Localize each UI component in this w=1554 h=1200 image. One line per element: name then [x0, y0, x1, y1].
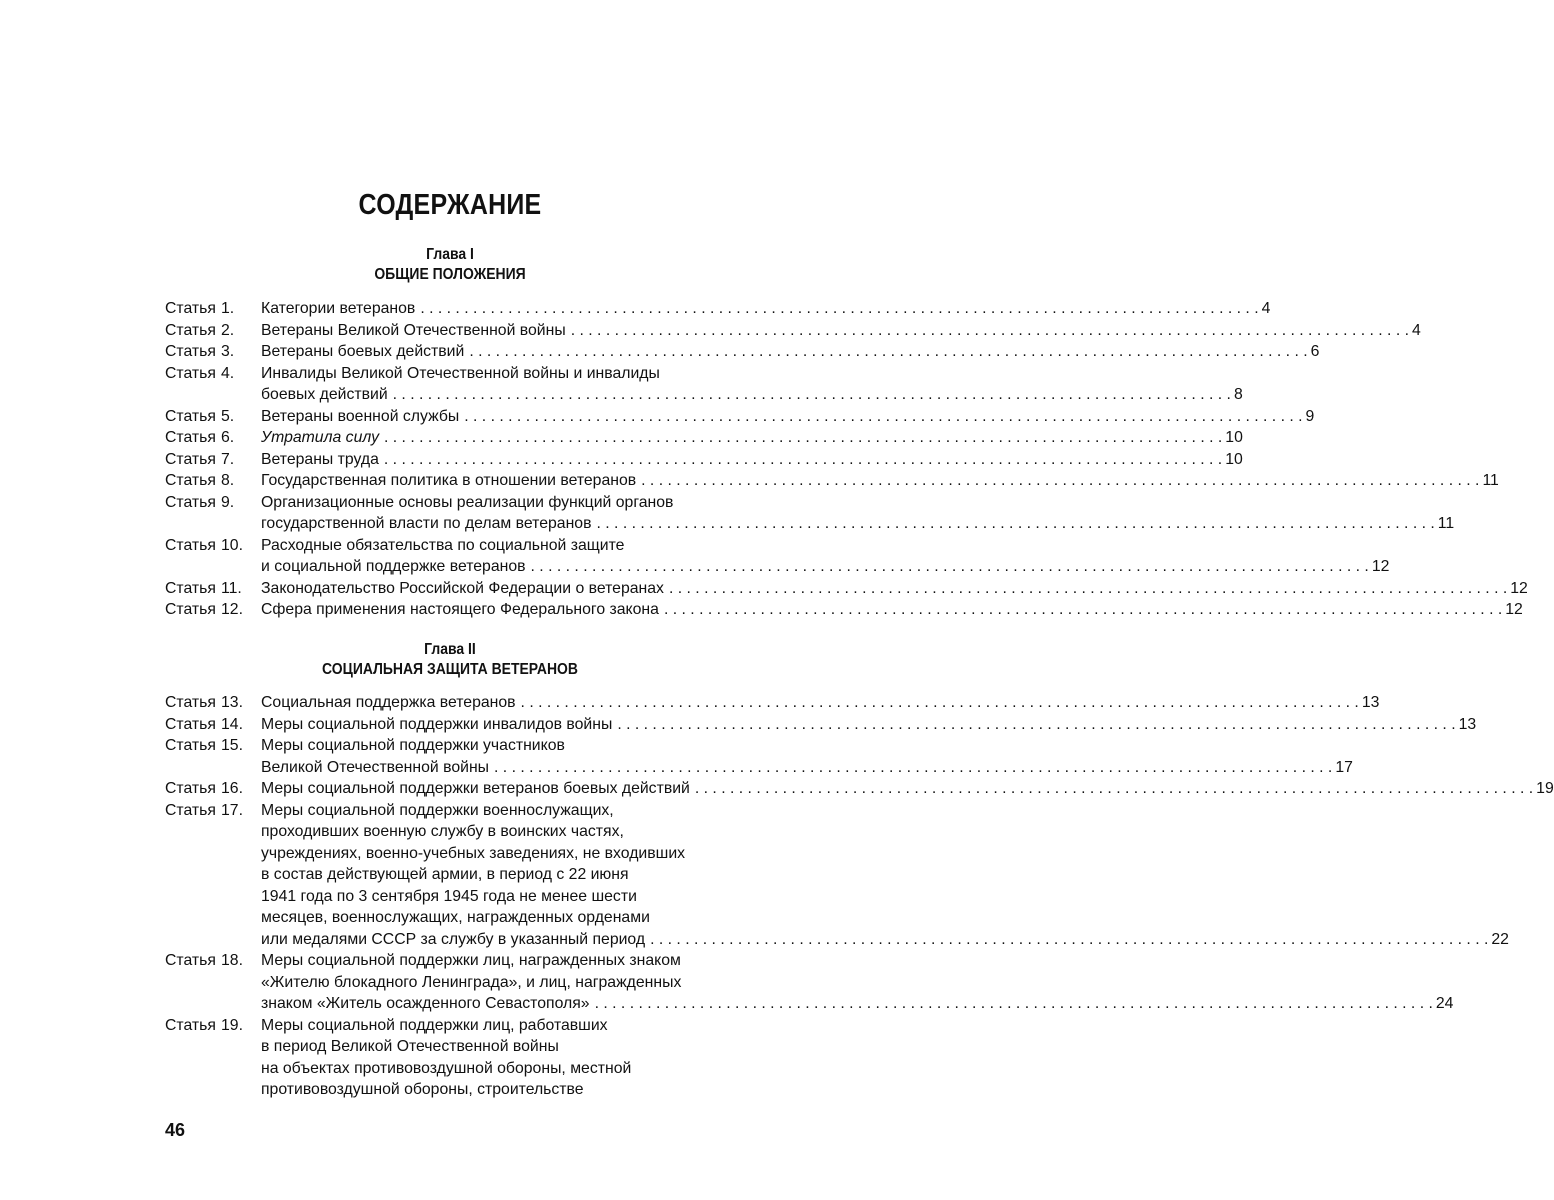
- article-word: Статья: [165, 737, 216, 754]
- article-word: Статья: [165, 343, 216, 360]
- article-title-text: Ветераны Великой Отечественной войны: [261, 321, 566, 339]
- toc-entry: [165, 427, 1243, 449]
- article-title-line: противовоздушной обороны, строительстве: [261, 1081, 584, 1098]
- toc-entry: [165, 298, 1271, 320]
- toc-entry: [165, 578, 1528, 600]
- page-ref: 12: [1505, 601, 1523, 618]
- article-title-line: месяцев, военнослужащих, награжденных орденами: [261, 909, 650, 926]
- dot-leader: [420, 298, 1258, 320]
- article-label: [165, 714, 261, 736]
- dot-leader: [521, 692, 1359, 714]
- article-title-line: Меры социальной поддержки лиц, награжденных знаком: [261, 952, 681, 969]
- dot-leader: [464, 406, 1302, 428]
- dot-leader: [595, 993, 1433, 1015]
- page-ref: 8: [1233, 386, 1243, 403]
- toc-entry: [165, 714, 1477, 736]
- article-title-last-line: [261, 406, 1314, 428]
- page-ref: 13: [1458, 715, 1477, 733]
- article-title-block: [261, 714, 1476, 736]
- dot-leader: [641, 470, 1479, 492]
- article-title-block: [261, 599, 1523, 621]
- article-number: 15.: [221, 737, 243, 754]
- dot-leader: [384, 449, 1222, 471]
- article-title-line: «Жителю блокадного Ленинграда», и лиц, награжденных: [261, 973, 682, 991]
- article-label: [165, 599, 261, 621]
- article-number: 4.: [221, 364, 235, 382]
- article-title-last-line: [261, 298, 1270, 320]
- article-title-line: Меры социальной поддержки военнослужащих,: [261, 801, 614, 819]
- toc-entry: [165, 492, 1455, 535]
- article-label: [165, 406, 261, 428]
- article-number: 17.: [221, 801, 243, 819]
- article-title-text: Ветераны военной службы: [261, 407, 460, 425]
- article-number: 12.: [221, 601, 243, 618]
- article-title-last-line: [261, 578, 1528, 600]
- article-title-block: [261, 449, 1243, 471]
- article-number: 1.: [221, 300, 235, 317]
- article-title-text: Сфера применения настоящего Федерального закона: [261, 601, 659, 618]
- toc-entry: [165, 470, 1499, 492]
- article-label: [165, 535, 261, 557]
- article-title-text: знаком «Житель осажденного Севастополя»: [261, 995, 590, 1012]
- article-title-last-line: [261, 320, 1421, 342]
- article-label: [165, 578, 261, 600]
- article-title-line: на объектах противовоздушной обороны, местной: [261, 1059, 632, 1077]
- article-title-text: Утратила силу: [261, 429, 379, 446]
- article-title-block: [261, 406, 1314, 428]
- article-word: Статья: [165, 321, 216, 339]
- article-title-line: Организационные основы реализации функций органов: [261, 493, 674, 511]
- article-title-text: Меры социальной поддержки ветеранов боевых действий: [261, 780, 690, 797]
- article-word: Статья: [165, 536, 216, 554]
- page-ref: 13: [1361, 694, 1380, 711]
- article-title-block: [261, 363, 1243, 406]
- article-number: 18.: [221, 952, 243, 969]
- page-ref: 6: [1310, 343, 1320, 360]
- toc-entry: [165, 363, 1243, 406]
- article-word: Статья: [165, 780, 216, 797]
- article-label: [165, 470, 261, 492]
- article-title-block: [261, 470, 1499, 492]
- toc-entry: [165, 341, 1320, 363]
- article-label: [165, 492, 261, 514]
- page-ref: 22: [1491, 930, 1509, 948]
- dot-leader: [596, 513, 1434, 535]
- article-number: 8.: [221, 472, 235, 489]
- article-word: Статья: [165, 715, 216, 733]
- chapter-1-number: Глава I: [426, 246, 474, 263]
- article-title-text: Государственная политика в отношении ветеранов: [261, 472, 637, 489]
- article-label: [165, 735, 261, 757]
- article-number: 3.: [221, 343, 235, 360]
- article-title-line: в состав действующей армии, в период с 22 июня: [261, 866, 629, 883]
- article-title-last-line: [261, 427, 1243, 449]
- article-word: Статья: [165, 579, 216, 597]
- article-title-line: Меры социальной поддержки участников: [261, 737, 565, 754]
- article-word: Статья: [165, 364, 216, 382]
- article-word: Статья: [165, 429, 216, 446]
- article-title-last-line: [261, 513, 1454, 535]
- article-title-line: Расходные обязательства по социальной защите: [261, 536, 625, 554]
- article-title-last-line: [261, 714, 1476, 736]
- dot-leader: [393, 384, 1231, 406]
- article-title-text: боевых действий: [261, 386, 388, 403]
- article-title-last-line: [261, 384, 1243, 406]
- toc-entry: [165, 449, 1243, 471]
- article-title-last-line: [261, 341, 1319, 363]
- dot-leader: [617, 714, 1455, 736]
- page-ref: 4: [1261, 300, 1271, 317]
- chapter-1-title: ОБЩИЕ ПОЛОЖЕНИЯ: [374, 266, 526, 283]
- toc-entry: [165, 692, 1380, 714]
- article-title-last-line: [261, 757, 1353, 779]
- dot-leader: [669, 578, 1507, 600]
- dot-leader: [384, 427, 1222, 449]
- article-number: 2.: [221, 321, 235, 339]
- article-title-block: [261, 1015, 736, 1101]
- article-word: Статья: [165, 300, 216, 317]
- article-number: 9.: [221, 493, 235, 511]
- article-title-block: [261, 298, 1270, 320]
- chapter-2-title: СОЦИАЛЬНАЯ ЗАЩИТА ВЕТЕРАНОВ: [322, 661, 578, 678]
- article-title-last-line: [261, 993, 1453, 1015]
- toc-entry: [165, 535, 1390, 578]
- article-word: Статья: [165, 472, 216, 489]
- article-title-block: [261, 778, 1554, 800]
- page-number: 46: [165, 1120, 186, 1140]
- article-word: Статья: [165, 407, 216, 425]
- dot-leader: [571, 320, 1409, 342]
- article-title-block: [261, 320, 1421, 342]
- article-title-line: 1941 года по 3 сентября 1945 года не менее шести: [261, 887, 637, 905]
- article-title-block: [261, 578, 1528, 600]
- dot-leader: [650, 929, 1488, 951]
- article-title-last-line: [261, 470, 1499, 492]
- article-label: [165, 449, 261, 471]
- toc-entry: [165, 406, 1315, 428]
- article-title-text: или медалями СССР за службу в указанный период: [261, 930, 646, 948]
- toc-entry: [165, 599, 1523, 621]
- article-label: [165, 950, 261, 972]
- article-title-block: [261, 535, 1389, 578]
- toc-chapter-1: [165, 298, 1528, 621]
- article-word: Статья: [165, 694, 216, 711]
- article-label: [165, 1015, 261, 1037]
- article-word: Статья: [165, 952, 216, 969]
- toc-chapter-2: [165, 692, 1554, 1101]
- article-title-text: Великой Отечественной войны: [261, 758, 490, 776]
- toc-entry: [165, 735, 1353, 778]
- page-ref: 10: [1225, 450, 1243, 468]
- page-ref: 11: [1437, 515, 1455, 532]
- article-label: [165, 298, 261, 320]
- article-word: Статья: [165, 601, 216, 618]
- page-ref: 12: [1371, 558, 1390, 575]
- article-title-block: [261, 427, 1243, 449]
- article-title-block: [261, 950, 1453, 1015]
- article-word: Статья: [165, 801, 216, 819]
- page-ref: 17: [1335, 758, 1353, 776]
- article-label: [165, 692, 261, 714]
- article-title-block: [261, 492, 1454, 535]
- toc-entry: [165, 778, 1554, 800]
- page-ref: 9: [1305, 407, 1315, 425]
- article-title-text: государственной власти по делам ветеранов: [261, 515, 592, 532]
- article-title-last-line: [261, 556, 1389, 578]
- article-number: 19.: [221, 1016, 243, 1034]
- article-label: [165, 341, 261, 363]
- dot-leader: [695, 778, 1533, 800]
- article-title-line: Инвалиды Великой Отечественной войны и инвалиды: [261, 364, 660, 382]
- article-title-text: и социальной поддержке ветеранов: [261, 558, 526, 575]
- article-title-block: [261, 800, 1509, 951]
- page-title: СОДЕРЖАНИЕ: [358, 189, 542, 221]
- page-ref: 11: [1482, 472, 1499, 489]
- article-title-line: Меры социальной поддержки лиц, работавших: [261, 1016, 608, 1034]
- article-title-text: Ветераны боевых действий: [261, 343, 465, 360]
- article-title-last-line: [261, 599, 1523, 621]
- article-title-last-line: [261, 929, 1509, 951]
- article-title-last-line: [261, 692, 1379, 714]
- article-number: 11.: [221, 579, 242, 597]
- article-title-text: Категории ветеранов: [261, 300, 416, 317]
- page-ref: 10: [1225, 429, 1243, 446]
- toc-entry: [165, 320, 1421, 342]
- article-title-block: [261, 692, 1379, 714]
- article-title-block: [261, 341, 1319, 363]
- dot-leader: [664, 599, 1502, 621]
- chapter-2-number: Глава II: [424, 641, 476, 658]
- dot-leader: [531, 556, 1369, 578]
- article-label: [165, 363, 261, 385]
- article-title-line: учреждениях, военно-учебных заведениях, не входивших: [261, 844, 686, 862]
- toc-entry: [165, 800, 1509, 951]
- toc-entry: [165, 1015, 736, 1101]
- page-ref: 19: [1536, 780, 1554, 797]
- article-title-text: Социальная поддержка ветеранов: [261, 694, 516, 711]
- toc-entry: [165, 950, 1454, 1015]
- article-label: [165, 800, 261, 822]
- article-title-last-line: [261, 449, 1243, 471]
- article-label: [165, 778, 261, 800]
- dot-leader: [494, 757, 1332, 779]
- page-ref: 24: [1435, 995, 1454, 1012]
- page-ref: 12: [1510, 579, 1528, 597]
- article-title-text: Меры социальной поддержки инвалидов войны: [261, 715, 613, 733]
- page-ref: 4: [1412, 321, 1421, 339]
- article-word: Статья: [165, 1016, 216, 1034]
- article-title-last-line: [261, 778, 1554, 800]
- article-title-text: Ветераны труда: [261, 450, 379, 468]
- article-title-block: [261, 735, 1353, 778]
- article-title-text: Законодательство Российской Федерации о ветеранах: [261, 579, 664, 597]
- article-number: 5.: [221, 407, 235, 425]
- dot-leader: [469, 341, 1307, 363]
- article-title-line: проходивших военную службу в воинских частях,: [261, 823, 624, 840]
- article-title-line: в период Великой Отечественной войны: [261, 1038, 559, 1055]
- article-label: [165, 427, 261, 449]
- article-number: 6.: [221, 429, 235, 446]
- article-number: 7.: [221, 450, 235, 468]
- article-label: [165, 320, 261, 342]
- article-word: Статья: [165, 493, 216, 511]
- article-number: 10.: [221, 536, 243, 554]
- article-number: 14.: [221, 715, 243, 733]
- article-number: 13.: [221, 694, 243, 711]
- article-number: 16.: [221, 780, 243, 797]
- article-word: Статья: [165, 450, 216, 468]
